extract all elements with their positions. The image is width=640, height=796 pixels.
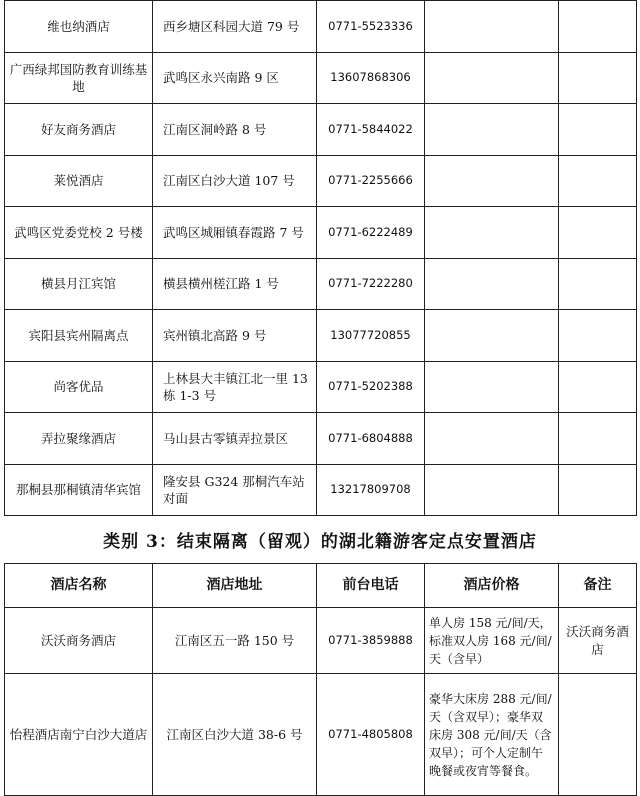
hotel-note: [559, 207, 637, 259]
hotel-price: 豪华大床房 288 元/间/天（含双早）；豪华双床房 308 元/间/天（含双早）；可个人定制午晚餐或夜宵等餐食。: [425, 674, 559, 796]
table-row: [5, 207, 637, 259]
hotel-price: [425, 413, 559, 465]
table-row: [5, 310, 637, 362]
hotel-note: [559, 464, 637, 516]
hotel-address: 江南区白沙大道 38-6 号: [153, 674, 317, 796]
hotel-phone: 0771-7222280: [317, 258, 425, 310]
hotel-price: [425, 464, 559, 516]
table-row: [5, 413, 637, 465]
hotel-note: [559, 155, 637, 207]
hotel-phone: 0771-6222489: [317, 207, 425, 259]
table-header-row: [5, 564, 637, 608]
hotel-price: [425, 1, 559, 53]
column-header-price: 酒店价格: [425, 564, 559, 608]
column-header-name: 酒店名称: [5, 564, 153, 608]
hotel-note: [559, 258, 637, 310]
hotel-phone: 13607868306: [317, 52, 425, 104]
hotel-name: 好友商务酒店: [5, 104, 153, 156]
hotel-phone: 0771-5523336: [317, 1, 425, 53]
table-row: [5, 258, 637, 310]
hotel-address: 武鸣区永兴南路 9 区: [153, 52, 317, 104]
hotel-note: [559, 310, 637, 362]
hotel-note: [559, 361, 637, 413]
hotel-price: [425, 310, 559, 362]
column-header-note: 备注: [559, 564, 637, 608]
hotel-name: 维也纳酒店: [5, 1, 153, 53]
hotel-price: [425, 258, 559, 310]
hotel-table-continued: [4, 0, 637, 516]
section-title: 类别 3：结束隔离（留观）的湖北籍游客定点安置酒店: [103, 532, 537, 552]
hotel-address: 隆安县 G324 那桐汽车站对面: [153, 464, 317, 516]
table-row: [5, 608, 637, 674]
hotel-phone: 13217809708: [317, 464, 425, 516]
hotel-table-category-3: [4, 563, 637, 796]
hotel-phone: 0771-2255666: [317, 155, 425, 207]
table-row: [5, 1, 637, 53]
hotel-name: 那桐县那桐镇清华宾馆: [5, 464, 153, 516]
table-row: [5, 464, 637, 516]
hotel-note: [559, 413, 637, 465]
table-row: [5, 155, 637, 207]
hotel-note: [559, 104, 637, 156]
hotel-price: [425, 207, 559, 259]
hotel-name: 弄拉聚缘酒店: [5, 413, 153, 465]
hotel-address: 上林县大丰镇江北一里 13 栋 1-3 号: [153, 361, 317, 413]
hotel-phone: 13077720855: [317, 310, 425, 362]
hotel-name: 宾阳县宾州隔离点: [5, 310, 153, 362]
hotel-phone: 0771-3859888: [317, 608, 425, 674]
hotel-address: 横县横州槎江路 1 号: [153, 258, 317, 310]
hotel-note: [559, 674, 637, 796]
hotel-phone: 0771-5202388: [317, 361, 425, 413]
hotel-address: 江南区白沙大道 107 号: [153, 155, 317, 207]
hotel-price: [425, 104, 559, 156]
hotel-price: [425, 361, 559, 413]
hotel-note: 沃沃商务酒店: [559, 608, 637, 674]
hotel-address: 西乡塘区科园大道 79 号: [153, 1, 317, 53]
hotel-price: [425, 52, 559, 104]
hotel-phone: 0771-5844022: [317, 104, 425, 156]
hotel-name: 武鸣区党委党校 2 号楼: [5, 207, 153, 259]
hotel-address: 宾州镇北高路 9 号: [153, 310, 317, 362]
hotel-note: [559, 1, 637, 53]
table-row: [5, 104, 637, 156]
hotel-name: 沃沃商务酒店: [5, 608, 153, 674]
hotel-name: 尚客优品: [5, 361, 153, 413]
hotel-address: 马山县古零镇弄拉景区: [153, 413, 317, 465]
hotel-phone: 0771-4805808: [317, 674, 425, 796]
table-row: [5, 52, 637, 104]
hotel-name: 莱悦酒店: [5, 155, 153, 207]
hotel-name: 横县月江宾馆: [5, 258, 153, 310]
table-row: [5, 674, 637, 796]
hotel-address: 江南区五一路 150 号: [153, 608, 317, 674]
hotel-phone: 0771-6804888: [317, 413, 425, 465]
hotel-address: 江南区洞岭路 8 号: [153, 104, 317, 156]
hotel-address: 武鸣区城厢镇春霞路 7 号: [153, 207, 317, 259]
hotel-name: 怡程酒店南宁白沙大道店: [5, 674, 153, 796]
hotel-note: [559, 52, 637, 104]
hotel-price: 单人房 158 元/间/天，标准双人房 168 元/间/天（含早）: [425, 608, 559, 674]
hotel-price: [425, 155, 559, 207]
table-row: [5, 361, 637, 413]
column-header-address: 酒店地址: [153, 564, 317, 608]
column-header-phone: 前台电话: [317, 564, 425, 608]
hotel-name: 广西绿邦国防教育训练基地: [5, 52, 153, 104]
